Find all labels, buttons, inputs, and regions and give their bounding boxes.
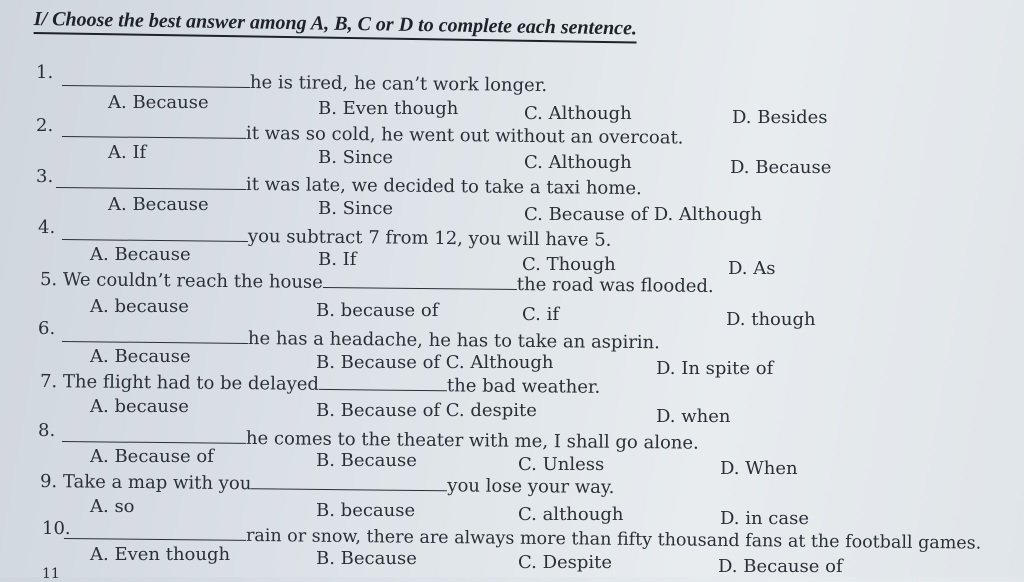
question-6-text: he has a headache, he has to take an aspirin. xyxy=(247,327,661,354)
q10-option-b: B. Because xyxy=(316,548,417,569)
question-9-text: you lose your way. xyxy=(447,475,615,499)
q9-option-c: C. although xyxy=(518,504,624,525)
q10-option-d: D. Because of xyxy=(718,556,843,577)
question-4-text: you subtract 7 from 12, you will have 5. xyxy=(247,225,612,251)
answer-blank xyxy=(56,173,246,190)
question-9-number: 9. xyxy=(39,471,58,493)
question-8-text: he comes to the theater with me, I shall go alone. xyxy=(245,427,699,454)
q7-option-a: A. because xyxy=(90,396,189,417)
question-7-pre: The flight had to be delayed xyxy=(62,371,320,395)
question-7-number: 7. xyxy=(39,371,58,393)
q1-option-d: D. Besides xyxy=(732,107,828,128)
q5-option-c: C. if xyxy=(522,304,559,325)
question-5-text: the road was flooded. xyxy=(516,273,714,298)
q2-option-b: B. Since xyxy=(318,147,394,168)
question-7-stem xyxy=(40,371,601,398)
q9-option-d: D. in case xyxy=(720,508,810,529)
question-11-number-partial: 11 xyxy=(42,566,60,582)
question-1-text: he is tired, he can’t work longer. xyxy=(249,71,548,97)
q8-option-d: D. When xyxy=(720,458,798,479)
q7-option-bc: B. Because of C. despite xyxy=(316,400,537,421)
q1-option-a: A. Because xyxy=(108,92,209,113)
question-5-pre: We couldn’t reach the house xyxy=(62,269,323,293)
question-1-number: 1. xyxy=(36,62,54,83)
q4-option-b: B. If xyxy=(318,249,357,270)
q7-option-d: D. when xyxy=(656,406,731,427)
q4-option-c: C. Though xyxy=(522,254,616,275)
q6-option-d: D. In spite of xyxy=(656,358,774,379)
answer-blank xyxy=(62,327,248,344)
question-9-stem xyxy=(40,471,615,498)
answer-blank xyxy=(62,427,246,444)
answer-blank xyxy=(64,524,246,541)
q5-option-b: B. because of xyxy=(316,300,439,321)
q9-option-a: A. so xyxy=(90,496,135,517)
q8-option-c: C. Unless xyxy=(518,454,605,475)
answer-blank xyxy=(62,225,248,242)
q1-option-b: B. Even though xyxy=(318,98,459,119)
question-2-stem xyxy=(62,121,684,149)
answer-blank xyxy=(323,273,517,290)
question-9-pre: Take a map with you xyxy=(62,471,252,495)
q2-option-c: C. Although xyxy=(524,152,632,173)
q10-option-c: C. Despite xyxy=(518,552,613,573)
question-2-number: 2. xyxy=(36,115,54,136)
question-4-number: 4. xyxy=(38,217,56,238)
question-8-number: 8. xyxy=(38,420,56,441)
answer-blank xyxy=(251,474,447,491)
question-10-text: rain or snow, there are always more than fifty thousand fans at the football games. xyxy=(245,525,982,554)
question-5-number: 5. xyxy=(39,269,58,291)
question-2-text: it was so cold, he went out without an overcoat. xyxy=(245,122,684,149)
answer-blank xyxy=(62,122,246,139)
q6-option-bc: B. Because of C. Although xyxy=(316,352,554,373)
question-10-number: 10. xyxy=(42,518,71,539)
q8-option-b: B. Because xyxy=(316,450,417,471)
q5-option-d: D. though xyxy=(726,309,816,330)
q6-option-a: A. Because xyxy=(90,346,191,367)
q3-option-b: B. Since xyxy=(318,198,394,219)
q9-option-b: B. because xyxy=(316,500,416,521)
q4-option-d: D. As xyxy=(728,258,776,279)
answer-blank xyxy=(319,375,447,391)
q4-option-a: A. Because xyxy=(90,244,191,265)
q2-option-d: D. Because xyxy=(730,157,832,178)
answer-blank xyxy=(62,71,250,88)
q1-option-c: C. Although xyxy=(524,103,632,124)
q10-option-a: A. Even though xyxy=(90,544,231,565)
question-3-text: it was late, we decided to take a taxi home. xyxy=(245,173,642,200)
exercise-title: I/ Choose the best answer among A, B, C or D to complete each sentence. xyxy=(34,8,637,43)
q2-option-a: A. If xyxy=(108,142,147,163)
question-7-text: the bad weather. xyxy=(446,375,601,398)
question-3-number: 3. xyxy=(36,166,54,187)
q3-option-a: A. Because xyxy=(108,194,209,215)
q8-option-a: A. Because of xyxy=(90,446,214,467)
question-6-number: 6. xyxy=(38,318,56,339)
q3-option-cd: C. Because of D. Although xyxy=(524,204,763,225)
q5-option-a: A. because xyxy=(90,296,189,317)
